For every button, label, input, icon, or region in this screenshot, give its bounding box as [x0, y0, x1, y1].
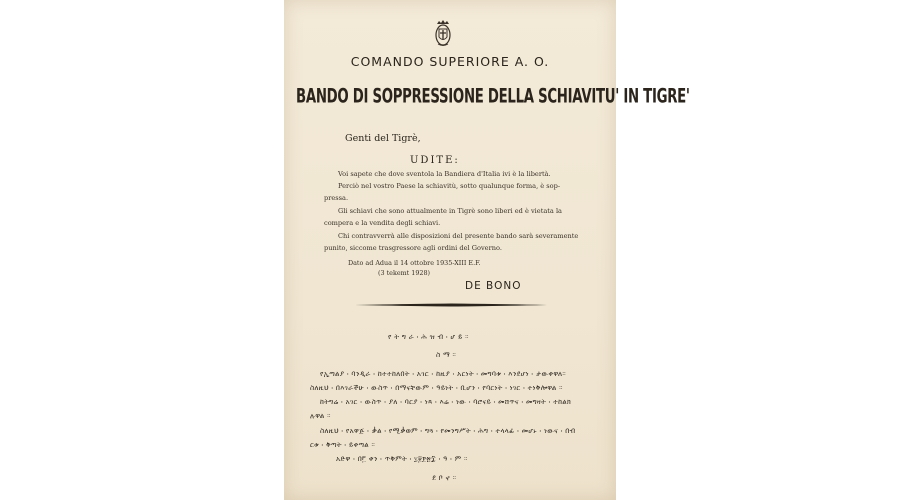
ethiopic-title: የ ት ግ ራ ፡ ሕ ዝ ብ ፡ ሆ ይ ።	[388, 333, 469, 341]
date-line: Dato ad Adua il 14 ottobre 1935-XIII E.F.	[348, 259, 481, 267]
ethiopic-signature: ደ ቦ ኖ ።	[432, 474, 457, 482]
greeting: Genti del Tigrè,	[345, 133, 421, 144]
proclamation-title: BANDO DI SOPPRESSIONE DELLA SCHIAVITU' IN TIGRE'	[296, 86, 690, 109]
paragraph-4-cont: punito, siccome trasgressore agli ordini del Governo.	[324, 244, 502, 252]
paragraph-1: Voi sapete che dove sventola la Bandiera d'Italia ivi è la libertà.	[338, 170, 551, 178]
ethiopic-line-6: ርቱ ፡ ቅጣት ፡ ይቀጣል ።	[310, 441, 376, 449]
comando-heading: COMANDO SUPERIORE A. O.	[350, 54, 550, 69]
ethiopic-heading: ስ ማ ።	[436, 351, 457, 359]
ethiopic-line-4: ሉዋል ።	[310, 412, 331, 420]
ethiopic-line-3: ከትግሬ ፡ አገር ፡ ውስጥ ፡ ያለ ፡ ባርያ ፡ ነጻ ፡ እሬ ፡ ነው ፡ ባሮናይ ፡ መሸጥና ፡ መግዛት ፡ ተከልክ	[320, 398, 572, 406]
ethiopic-line-2: ስለዚህ ፡ በእገራችሁ ፡ ውስጥ ፡ በማናቸውም ፡ ዓይነት ፡ ቢሆን ፡ የባርነት ፡ ነገር ፡ ተነቅሎዋል ።	[310, 384, 563, 392]
ornamental-divider	[355, 303, 547, 307]
date-ethiopian: (3 tekemt 1928)	[378, 269, 431, 277]
signature-de-bono: DE BONO	[465, 280, 522, 292]
paragraph-3: Gli schiavi che sono attualmente in Tigrè sono liberi ed è vietata la	[338, 207, 562, 215]
paragraph-2-cont: pressa.	[324, 194, 349, 202]
ethiopic-line-1: የኢጣልያ ፡ ባንዲራ ፡ ከተተከለበት ፡ አገር ፡ ከዚያ ፡ አርነት ፡ መግባቱ ፡ እንደሆነ ፡ ታውቀዋለ።	[320, 370, 566, 378]
royal-crest-icon	[434, 20, 452, 48]
paragraph-2: Perciò nel vostro Paese la schiavitù, sotto qualunque forma, è sop-	[338, 182, 561, 190]
ethiopic-line-7: አድዋ ፡ በ፫ ቀን ፡ ጥቅምት ፡ ፲፱፻፳፰ ፡ ዓ ፡ ም ።	[336, 455, 468, 463]
paragraph-3-cont: compera e la vendita degli schiavi.	[324, 219, 441, 227]
paragraph-4: Chi contravverrà alle disposizioni del presente bando sarà severamente	[338, 232, 579, 240]
udite-heading: UDITE:	[410, 155, 460, 166]
ethiopic-line-5: ስለዚህ ፡ የአዋጅ ፡ ቃል ፡ የሚቃወም ፡ ግጓ ፡ የመንግሥት ፡ ሕግ ፡ ተላላፊ ፡ መሆኑ ፡ ነውና ፡ በብ	[320, 427, 576, 435]
